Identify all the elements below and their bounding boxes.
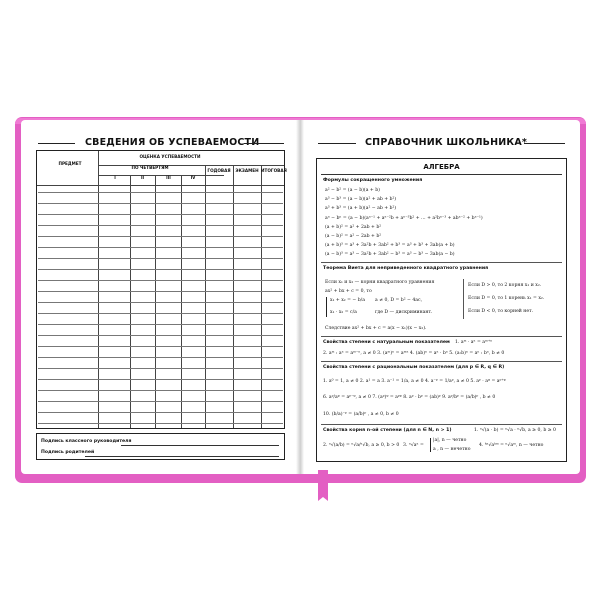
table-row[interactable] [38,214,283,215]
title-rule-left [38,143,75,144]
vieta-corollary: Следствие ax² + bx + c = a(x − x₁)(x − x₂). [325,326,427,331]
vieta-sum: x₁ + x₂ = − b/a [330,298,365,303]
signature-box [36,433,285,460]
formula-line: a² − b² = (a − b)(a + b) [325,188,380,193]
vieta-discriminant: a ≠ 0, D = b² − 4ac, [375,298,423,303]
roots-case-odd: a , n — нечетно [433,447,471,452]
vieta-d-positive: Если D > 0, то 2 корня x₁ и x₂. [468,283,542,288]
formula-line: (a + b)² = a² + 2ab + b² [325,224,382,230]
table-row[interactable] [38,258,283,259]
bookmark-ribbon[interactable] [318,470,328,497]
header-annual: ГОДОВАЯ [207,168,231,173]
header-q4: IV [190,175,196,180]
table-row[interactable] [38,192,283,193]
roots-line-4: 4. ᵏⁿ√aᵏᵐ = ⁿ√aᵐ, n — четно [479,443,544,448]
table-row[interactable] [38,203,283,204]
header-exam: ЭКЗАМЕН [235,168,259,173]
separator-3 [321,361,562,362]
formula-line: aⁿ − bⁿ = (a − b)(aⁿ⁻¹ + aⁿ⁻²b + aⁿ⁻³b² + … + a²bⁿ⁻³ + abⁿ⁻² + bⁿ⁻¹) [325,215,483,221]
header-q3: III [166,175,171,180]
header-q1: I [114,175,116,180]
table-row[interactable] [38,280,283,281]
table-row[interactable] [38,401,283,402]
abbrev-title: Формулы сокращенного умножения [323,178,423,183]
vieta-where: где D — дискриминант. [375,310,433,315]
table-row[interactable] [38,225,283,226]
sign-teacher-label: Подпись классного руководителя [41,439,132,444]
header-final: ИТОГОВАЯ [261,168,287,173]
table-row[interactable] [38,390,283,391]
roots-line-2: 2. ⁿ√(a/b) = ⁿ√a/ⁿ√b, a ≥ 0, b > 0 [323,443,400,448]
table-row[interactable] [38,335,283,336]
vieta-product: x₁ · x₂ = c/a [330,310,357,315]
formula-line: a³ − b³ = (a − b)(a² + ab + b²) [325,197,397,203]
right-page-title: СПРАВОЧНИК ШКОЛЬНИКА* [365,137,528,148]
formula-line: (a + b)³ = a³ + 3a²b + 3ab² + b³ = a³ + b³ + 3ab(a + b) [325,243,455,249]
table-row[interactable] [38,302,283,303]
roots-line-1: 1. ⁿ√(a · b) = ⁿ√a · ⁿ√b, a ≥ 0, b ≥ 0 [474,428,556,433]
left-page-title: СВЕДЕНИЯ ОБ УСПЕВАЕМОСТИ [85,137,260,148]
algebra-title: АЛГЕБРА [423,163,460,171]
table-row[interactable] [38,357,283,358]
vieta-line-2: ax² + bx + c = 0, то [325,289,372,294]
table-row[interactable] [38,412,283,413]
vieta-line-1: Если x₁ и x₂ — корни квадратного уравнения [325,280,435,285]
sign-parents-line[interactable] [85,456,279,457]
vieta-divider [463,279,464,319]
title-rule-left-2 [318,143,356,144]
separator-1 [321,262,562,263]
formula-line: (a − b)³ = a³ − 3a²b + 3ab² − b³ = a³ − b³ − 3ab(a − b) [325,252,455,258]
book-spine [296,120,304,474]
table-row[interactable] [38,247,283,248]
separator-4 [321,424,562,425]
title-rule-right-2 [524,143,565,144]
roots-line-3: 3. ⁿ√aⁿ = [403,443,424,448]
table-row[interactable] [38,291,283,292]
title-rule-right [244,143,284,144]
table-row[interactable] [38,423,283,424]
roots-case-even: |a|, n — четно [433,438,467,443]
table-row[interactable] [38,324,283,325]
natural-line-2: 2. aᵐ : aⁿ = aᵐ⁻ⁿ, a ≠ 0 3. (aᵐ)ⁿ = aᵐⁿ 4. (ab)ⁿ = aⁿ · bⁿ 5. (a:b)ⁿ = aⁿ : bⁿ, b ≠ 0 [323,351,505,356]
separator-2 [321,336,562,337]
table-row[interactable] [38,269,283,270]
roots-case-bracket [430,438,431,452]
rational-line-1: 1. a⁰ = 1, a ≠ 0 2. a¹ = a 3. a⁻¹ = 1/a, a ≠ 0 4. a⁻ᵖ = 1/aᵖ, a ≠ 0 5. aᵖ · aᵠ = aᵖ⁺ᵠ [323,379,506,384]
rational-line-2: 6. aᵖ/aᵠ = aᵖ⁻ᵠ, a ≠ 0 7. (aᵖ)ᵠ = aᵖᵠ 8. aᵖ · bᵖ = (ab)ᵖ 9. aᵖ/bᵖ = (a/b)ᵖ , b ≠ 0 [323,395,496,400]
header-quarters: ПО ЧЕТВЕРТЯМ [131,165,169,170]
roots-title: Свойства корня n-ой степени (для n ∈ N, n > 1) [323,428,452,433]
formula-line: a³ + b³ = (a + b)(a² − ab + b²) [325,206,397,212]
sign-teacher-line[interactable] [121,445,279,446]
vieta-d-zero: Если D = 0, то 1 корень x₁ = x₂. [468,296,545,301]
natural-line-1: 1. aᵐ · aⁿ = aᵐ⁺ⁿ [455,340,493,345]
sign-parents-label: Подпись родителей [41,450,95,455]
header-grades: ОЦЕНКА УСПЕВАЕМОСТИ [139,154,201,159]
table-row[interactable] [38,368,283,369]
table-row[interactable] [38,346,283,347]
algebra-title-rule [321,174,562,175]
formula-line: (a − b)² = a² − 2ab + b² [325,234,382,239]
table-row[interactable] [38,379,283,380]
rational-title: Свойства степени с рациональным показателем (для p ∈ R, q ∈ R) [323,365,505,370]
natural-title: Свойства степени с натуральным показателем [323,340,450,345]
header-subject: ПРЕДМЕТ [58,161,82,166]
header-q2: II [140,175,145,180]
vieta-system-bracket [326,297,327,317]
rational-line-3: 10. (b/a)⁻ᵖ = (a/b)ᵖ , a ≠ 0, b ≠ 0 [323,412,399,417]
vieta-title: Теорема Виета для неприведенного квадратного уравнения [323,266,489,271]
table-row[interactable] [38,236,283,237]
vieta-d-negative: Если D < 0, то корней нет. [468,309,534,314]
table-row[interactable] [38,313,283,314]
